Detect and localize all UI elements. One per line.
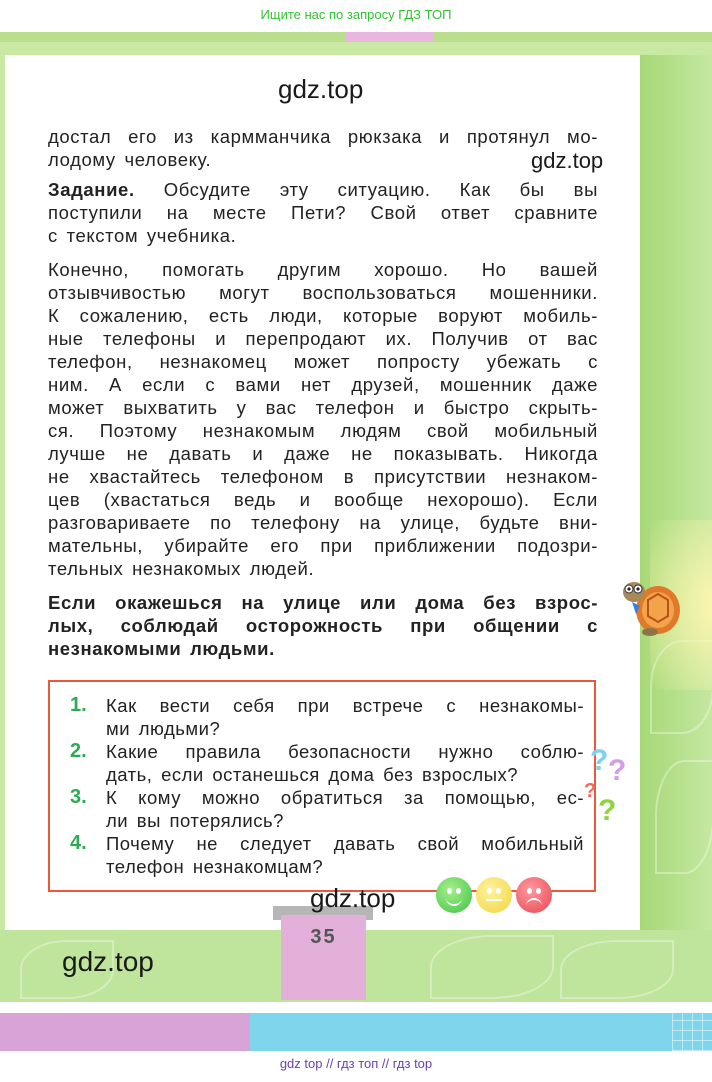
page-number: 35: [310, 926, 337, 948]
text-line: ним. А если с вами нет друзей, мошенник даже: [48, 374, 598, 395]
text-line: лучше не давать и даже не показывать. Никогда: [48, 443, 598, 464]
bottom-decor-strip-pink: [0, 1013, 250, 1051]
task-label: Задание.: [48, 179, 135, 200]
smiley-yellow-icon[interactable]: [476, 877, 512, 913]
rule-bold: [48, 591, 598, 660]
watermark: gdz.top: [531, 148, 604, 173]
text-line: разговариваете по телефону на улице, будьте вни-: [48, 512, 598, 533]
bottom-grid-decor: [672, 1013, 712, 1051]
text-line: телефон, незнакомец может попросту убежать с: [48, 351, 598, 372]
text-line: поступили на месте Пети? Свой ответ сравните: [48, 202, 598, 223]
text-line: Если окажешься на улице или дома без взрос-: [48, 592, 598, 613]
top-banner-text[interactable]: Ищите нас по запросу ГДЗ ТОП: [260, 7, 452, 22]
leaf-decor: [655, 760, 712, 874]
text-line: лодому человеку.: [48, 149, 212, 170]
turtle-mascot-icon: [614, 572, 684, 638]
text-line: [48, 178, 598, 201]
question-number: 1.: [70, 694, 87, 716]
text-line: цев (хвастаться ведь и вообще нехорошо). Если: [48, 489, 598, 510]
question-number: 2.: [70, 740, 87, 762]
paragraph-explanation: [48, 258, 598, 580]
question-text: [106, 832, 584, 878]
watermark: gdz.top: [310, 883, 396, 913]
text-line: ся. Поэтому незнакомым людям свой мобильный: [48, 420, 598, 441]
text-line: может выхватить у вас телефон и быстро скрыть-: [48, 397, 598, 418]
question-text: [106, 694, 584, 740]
paragraph-story-end: [48, 125, 598, 171]
leaf-decor: [560, 940, 674, 999]
questions-box: [48, 680, 596, 892]
text-line: ные телефоны и перепродают их. Получив от вас: [48, 328, 598, 349]
question-number: 4.: [70, 832, 87, 854]
text-line: телефон незнакомцам?: [106, 856, 324, 877]
paragraph-task: [48, 178, 598, 247]
text-line: с текстом учебника.: [48, 225, 237, 246]
text-line: достал его из кармманчика рюкзака и протянул мо-: [48, 126, 598, 147]
text-line: тельных незнакомых людей.: [48, 558, 315, 579]
question-text: [106, 786, 584, 832]
text-line: отзывчивостью могут воспользоваться мошенники.: [48, 282, 598, 303]
text-line: незнакомыми людьми.: [48, 638, 275, 659]
text-line: К сожалению, есть люди, которые воруют мобиль-: [48, 305, 598, 326]
top-decor-strip-pink: [345, 32, 433, 42]
task-first-line: Обсудите эту ситуацию. Как бы вы: [134, 179, 598, 200]
text-line: К кому можно обратиться за помощью, ес-: [106, 787, 584, 808]
smiley-red-icon[interactable]: [516, 877, 552, 913]
leaf-decor: [430, 935, 554, 999]
text-line: Конечно, помогать другим хорошо. Но вашей: [48, 259, 598, 280]
question-number: 3.: [70, 786, 87, 808]
text-line: не хвастайтесь телефоном в присутствии незнаком-: [48, 466, 598, 487]
text-line: Как вести себя при встрече с незнакомы-: [106, 695, 584, 716]
text-line: дать, если останешься дома без взрослых?: [106, 764, 519, 785]
text-line: ми людьми?: [106, 718, 221, 739]
watermark: gdz.top: [278, 74, 364, 104]
text-line: ли вы потерялись?: [106, 810, 284, 831]
watermark: gdz.top: [62, 946, 154, 977]
question-marks-icon: ? ? ? ?: [584, 744, 627, 827]
text-line: лых, соблюдай осторожность при общении с: [48, 615, 598, 636]
top-banner: [0, 0, 712, 32]
question-text: [106, 740, 584, 786]
text-line: Какие правила безопасности нужно соблю-: [106, 741, 584, 762]
text-line: Почему не следует давать свой мобильный: [106, 833, 584, 854]
bottom-footer-link[interactable]: gdz top // гдз топ // гдз top: [279, 1056, 433, 1071]
smiley-green-icon[interactable]: [436, 877, 472, 913]
text-line: мательны, убирайте его при приближении подозри-: [48, 535, 598, 556]
